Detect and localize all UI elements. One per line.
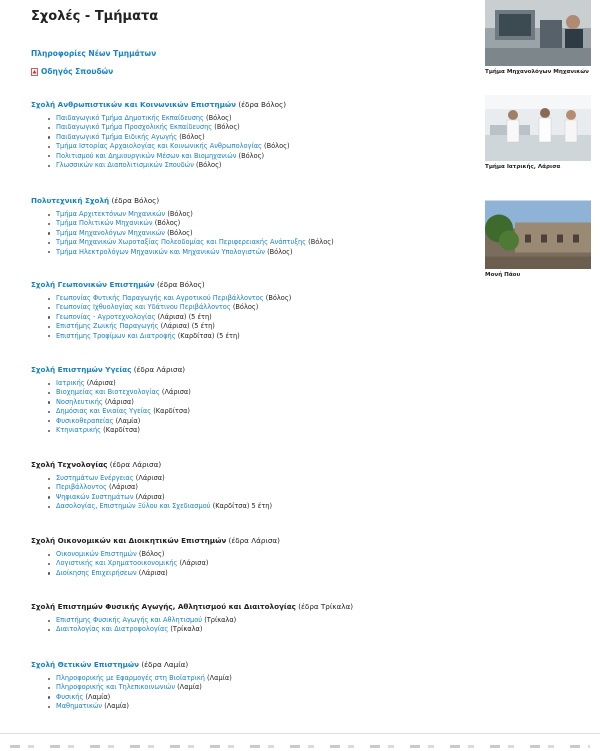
department-location: (Βόλος)	[308, 238, 334, 247]
department-location: (Βόλος)	[232, 303, 259, 312]
list-item	[56, 417, 471, 426]
department-link[interactable]: Παιδαγωγικό Τμήμα Προσχολικής Εκπαίδευσης	[56, 123, 213, 132]
department-link[interactable]: Γλωσσικών και Διαπολιτισμικών Σπουδών	[56, 161, 194, 170]
department-link[interactable]: Συστημάτων Ενέργειας	[56, 474, 134, 482]
photo-monastery	[485, 198, 591, 278]
department-link[interactable]: Παιδαγωγικό Τμήμα Δημοτικής Εκπαίδευσης	[56, 114, 204, 122]
department-list	[31, 616, 471, 635]
department-list	[31, 674, 471, 712]
photo-medicine	[485, 95, 591, 170]
school-name-link[interactable]: Σχολή Θετικών Επιστημών	[31, 660, 140, 669]
list-item	[56, 693, 471, 702]
department-link[interactable]: Μαθηματικών	[56, 702, 103, 711]
photo-caption: Μονή Πάου	[485, 272, 521, 278]
list-item	[56, 303, 471, 312]
department-location: (Βόλος)	[238, 151, 265, 160]
department-location: (Καρδίτσα)	[103, 426, 140, 435]
footer	[0, 733, 600, 751]
school-seat: (έδρα Λάρισα)	[109, 460, 162, 469]
school-sciences	[31, 660, 471, 712]
department-location: (Βόλος)	[138, 550, 165, 558]
list-item	[56, 674, 471, 683]
school-name-link[interactable]: Σχολή Ανθρωπιστικών και Κοινωνικών Επιστημών	[31, 100, 237, 109]
department-location: (Λάρισα) (5 έτη)	[157, 312, 212, 321]
department-list	[31, 550, 471, 578]
photo-caption: Τμήμα Ιατρικής, Λάρισα	[485, 164, 561, 170]
department-link[interactable]: Φυσικοθεραπείας	[56, 416, 114, 425]
department-location: (Βόλος)	[265, 294, 292, 302]
list-item	[56, 569, 471, 578]
list-item	[56, 294, 471, 303]
department-link[interactable]: Δημόσιας και Ενιαίας Υγείας	[56, 407, 152, 416]
department-location: (Λάρισα)	[86, 379, 116, 387]
pdf-icon	[31, 68, 38, 76]
photo-mechanical-engineering	[485, 0, 591, 75]
department-link[interactable]: Πληροφορικής και Τηλεπικοινωνιών	[56, 683, 175, 692]
department-link[interactable]: Νοσηλευτικής	[56, 397, 103, 406]
department-location: (Βόλος)	[264, 142, 290, 151]
department-location: (Λαμία)	[115, 416, 141, 425]
department-link[interactable]: Τμήμα Πολιτικών Μηχανικών	[56, 219, 153, 228]
department-link[interactable]: Περιβάλλοντος	[56, 483, 107, 492]
medical-lab-photo	[485, 95, 591, 161]
department-location: (Λάρισα)	[135, 474, 165, 482]
list-item	[56, 474, 471, 483]
department-link[interactable]: Επιστήμης Ζωικής Παραγωγής	[56, 322, 159, 331]
list-item	[56, 483, 471, 492]
school-name: Σχολή Επιστημών Φυσικής Αγωγής, Αθλητισμού και Διαιτολογίας	[31, 602, 296, 611]
lab-photo	[485, 0, 591, 66]
study-guide-link[interactable]: Οδηγός Σπουδών	[41, 67, 114, 76]
list-item	[56, 550, 471, 559]
department-list	[31, 474, 471, 512]
school-name: Σχολή Οικονομικών και Διοικητικών Επιστημών	[31, 536, 227, 545]
school-seat: (έδρα Λαμία)	[141, 660, 189, 669]
department-location: (Λαμία)	[85, 692, 111, 701]
department-link[interactable]: Διοίκησης Επιχειρήσεων	[56, 568, 137, 577]
department-link[interactable]: Κτηνιατρικής	[56, 426, 102, 435]
list-item	[56, 123, 471, 132]
department-location: (Λάρισα)	[104, 397, 134, 406]
department-link[interactable]: Οικονομικών Επιστημών	[56, 550, 137, 558]
department-list	[31, 294, 471, 341]
list-item	[56, 322, 471, 331]
school-name-link[interactable]: Πολυτεχνική Σχολή	[31, 196, 110, 205]
school-polytechnic	[31, 196, 471, 257]
department-list	[31, 210, 471, 257]
school-seat: (έδρα Λάρισα)	[133, 365, 186, 374]
list-item	[56, 238, 471, 247]
department-link[interactable]: Γεωπονίας Ιχθυολογίας και Υδάτινου Περιβάλλοντος	[56, 303, 231, 312]
department-list	[31, 379, 471, 435]
department-link[interactable]: Τμήμα Ιστορίας Αρχαιολογίας και Κοινωνικής Ανθρωπολογίας	[56, 142, 262, 151]
list-item	[56, 332, 471, 341]
department-list	[31, 114, 471, 170]
department-link[interactable]: Ψηφιακών Συστημάτων	[56, 492, 134, 501]
department-location: (Βόλος)	[154, 219, 181, 228]
list-item	[56, 313, 471, 322]
school-seat: (έδρα Βόλος)	[156, 280, 205, 289]
department-location: (Βόλος)	[179, 132, 205, 141]
list-item	[56, 379, 471, 388]
department-location: (Λάρισα)	[179, 559, 209, 568]
department-location: (Βόλος)	[206, 114, 232, 122]
list-item	[56, 502, 471, 511]
list-item	[56, 683, 471, 692]
list-item	[56, 407, 471, 416]
department-location: (Λάρισα)	[161, 388, 191, 397]
school-seat: (έδρα Λάρισα)	[228, 536, 280, 545]
list-item	[56, 616, 471, 625]
department-link[interactable]: Επιστήμης Τροφίμων και Διατροφής	[56, 331, 176, 340]
department-link[interactable]: Ιατρικής	[56, 379, 85, 387]
department-link[interactable]: Παιδαγωγικό Τμήμα Ειδικής Αγωγής	[56, 132, 178, 141]
department-link[interactable]: Πληροφορικής με Εφαρμογές στη Βιοϊατρική	[56, 674, 205, 682]
list-item	[56, 210, 471, 219]
list-item	[56, 229, 471, 238]
department-location: (Καρδίτσα) (5 έτη)	[177, 331, 240, 340]
monastery-photo	[485, 198, 591, 269]
department-link[interactable]: Τμήμα Μηχανολόγων Μηχανικών	[56, 228, 165, 237]
list-item	[56, 219, 471, 228]
school-economics	[31, 536, 471, 578]
school-name-link[interactable]: Σχολή Γεωπονικών Επιστημών	[31, 280, 155, 289]
department-link[interactable]: Τμήμα Ηλεκτρολόγων Μηχανικών και Μηχανικών Υπολογιστών	[56, 247, 265, 256]
department-link[interactable]: Δασολογίας, Επιστημών Ξύλου και Σχεδιασμού	[56, 502, 211, 511]
list-item	[56, 702, 471, 711]
footer-strip	[10, 745, 590, 748]
department-link[interactable]: Τμήμα Αρχιτεκτόνων Μηχανικών	[56, 210, 166, 218]
department-link[interactable]: Γεωπονίας - Αγροτεχνολογίας	[56, 312, 156, 321]
department-location: (Βόλος)	[214, 123, 240, 132]
department-location: (Καρδίτσα)	[153, 407, 190, 416]
department-location: (Τρίκαλα)	[170, 625, 203, 634]
department-link[interactable]: Γεωπονίας Φυτικής Παραγωγής και Αγροτικού Περιβάλλοντος	[56, 294, 264, 302]
photo-caption: Τμήμα Μηχανολόγων Μηχανικών	[485, 69, 589, 75]
department-link[interactable]: Λογιστικής και Χρηματοοικονομικής	[56, 559, 178, 568]
department-location: (Τρίκαλα)	[204, 616, 237, 624]
department-link[interactable]: Πολιτισμού και Δημιουργικών Μέσων και Βιομηχανιών	[56, 151, 237, 160]
study-guide[interactable]	[31, 67, 113, 76]
school-agriculture	[31, 280, 471, 341]
school-humanities	[31, 100, 471, 170]
department-location: (Βόλος)	[167, 210, 193, 218]
school-seat: (έδρα Τρίκαλα)	[298, 602, 354, 611]
list-item	[56, 152, 471, 161]
list-item	[56, 559, 471, 568]
department-location: (Λάρισα)	[135, 492, 165, 501]
list-item	[56, 388, 471, 397]
list-item	[56, 142, 471, 151]
department-location: (Λαμία)	[104, 702, 129, 711]
department-location: (Βόλος)	[167, 228, 193, 237]
list-item	[56, 426, 471, 435]
school-health-sciences	[31, 365, 471, 435]
department-location: (Λάρισα) (5 έτη)	[160, 322, 215, 331]
department-link[interactable]: Τμήμα Μηχανικών Χωροταξίας Πολεοδομίας και Περιφερειακής Ανάπτυξης	[56, 238, 307, 247]
list-item	[56, 114, 471, 123]
list-item	[56, 398, 471, 407]
school-seat: (έδρα Βόλος)	[238, 100, 287, 109]
department-location: (Βόλος)	[196, 161, 222, 170]
list-item	[56, 493, 471, 502]
department-location: (Λάρισα)	[109, 483, 138, 492]
list-item	[56, 161, 471, 170]
department-link[interactable]: Διαιτολογίας και Διατροφολογίας	[56, 625, 169, 634]
department-link[interactable]: Βιοχημείας και Βιοτεχνολογίας	[56, 388, 160, 397]
list-item	[56, 133, 471, 142]
new-departments-info-link[interactable]: Πληροφορίες Νέων Τμημάτων	[31, 49, 157, 58]
department-location: (Βόλος)	[267, 247, 293, 256]
department-link[interactable]: Φυσικής	[56, 692, 84, 701]
school-name-link[interactable]: Σχολή Επιστημών Υγείας	[31, 365, 132, 374]
department-location: (Λαμία)	[207, 674, 232, 682]
list-item	[56, 625, 471, 634]
school-seat: (έδρα Βόλος)	[111, 196, 160, 205]
school-physical-education	[31, 602, 471, 635]
school-technology	[31, 460, 471, 512]
department-location: (Λαμία)	[177, 683, 202, 692]
school-name: Σχολή Τεχνολογίας	[31, 460, 108, 469]
department-link[interactable]: Επιστήμης Φυσικής Αγωγής και Αθλητισμού	[56, 616, 203, 624]
department-location: (Καρδίτσα) 5 έτη)	[212, 502, 273, 511]
list-item	[56, 248, 471, 257]
page-title: Σχολές - Τμήματα	[31, 9, 159, 24]
department-location: (Λάρισα)	[138, 568, 168, 577]
